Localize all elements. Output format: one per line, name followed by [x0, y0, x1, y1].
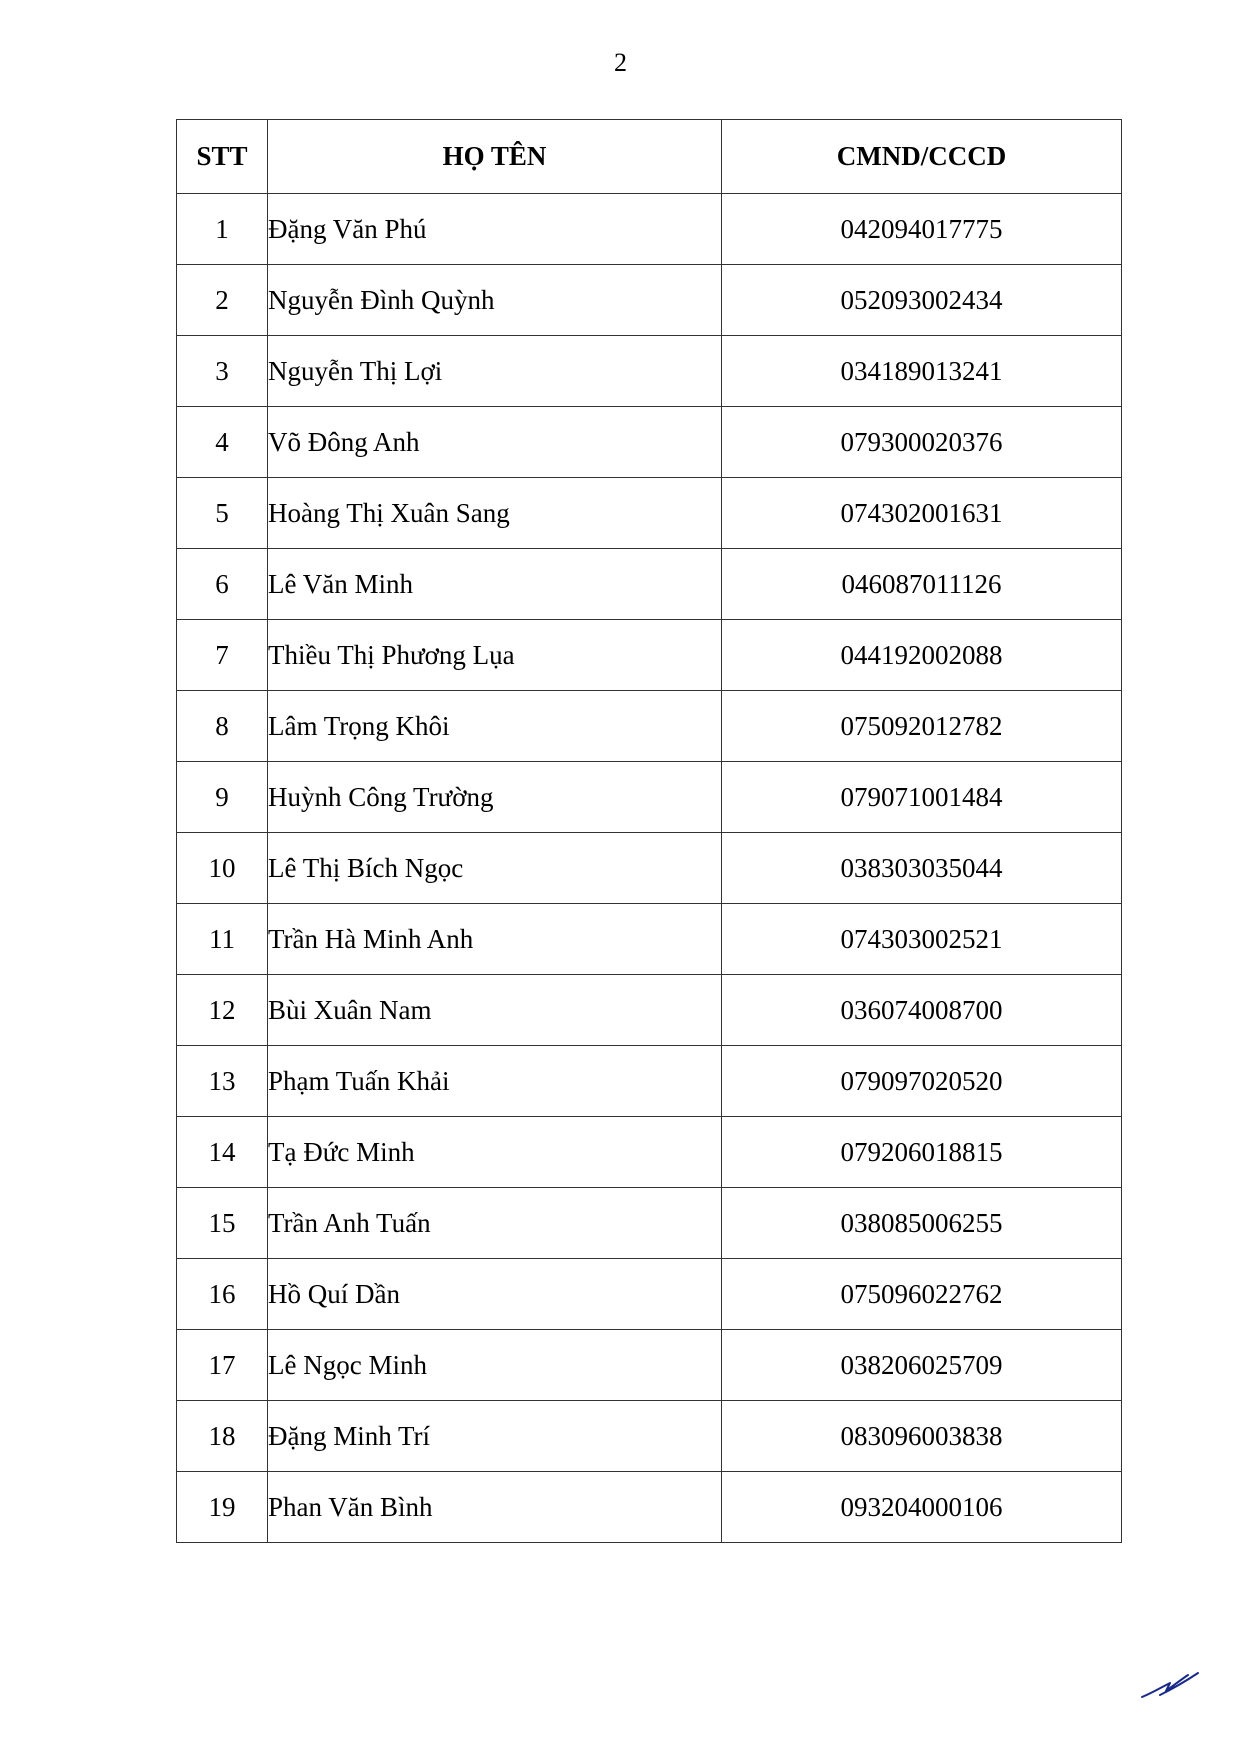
row-id: 075092012782: [722, 691, 1122, 762]
row-name: Đặng Văn Phú: [268, 194, 722, 265]
row-name: Phạm Tuấn Khải: [268, 1046, 722, 1117]
table-row: [177, 407, 1122, 478]
row-stt: 1: [177, 194, 268, 265]
row-name: Trần Anh Tuấn: [268, 1188, 722, 1259]
row-id: 079206018815: [722, 1117, 1122, 1188]
table-row: [177, 620, 1122, 691]
row-stt: 14: [177, 1117, 268, 1188]
table-row: [177, 1401, 1122, 1472]
table-row: [177, 691, 1122, 762]
row-name: Lê Thị Bích Ngọc: [268, 833, 722, 904]
table-row: [177, 1472, 1122, 1543]
row-id: 079097020520: [722, 1046, 1122, 1117]
row-name: Lê Văn Minh: [268, 549, 722, 620]
row-id: 079300020376: [722, 407, 1122, 478]
row-id: 074303002521: [722, 904, 1122, 975]
table-row: [177, 975, 1122, 1046]
table-row: [177, 1117, 1122, 1188]
table-row: [177, 1046, 1122, 1117]
row-name: Nguyễn Thị Lợi: [268, 336, 722, 407]
row-stt: 3: [177, 336, 268, 407]
row-id: 074302001631: [722, 478, 1122, 549]
row-id: 093204000106: [722, 1472, 1122, 1543]
row-id: 034189013241: [722, 336, 1122, 407]
row-stt: 16: [177, 1259, 268, 1330]
row-id: 046087011126: [722, 549, 1122, 620]
row-stt: 15: [177, 1188, 268, 1259]
table-row: [177, 762, 1122, 833]
signature-mark: [1140, 1665, 1200, 1705]
table-row: [177, 265, 1122, 336]
row-id: 044192002088: [722, 620, 1122, 691]
header-row: [177, 120, 1122, 194]
roster-body: [177, 194, 1122, 1543]
row-stt: 5: [177, 478, 268, 549]
row-name: Lâm Trọng Khôi: [268, 691, 722, 762]
row-stt: 19: [177, 1472, 268, 1543]
row-id: 038303035044: [722, 833, 1122, 904]
table-row: [177, 549, 1122, 620]
header-name: HỌ TÊN: [268, 120, 722, 194]
row-stt: 6: [177, 549, 268, 620]
row-name: Hồ Quí Dần: [268, 1259, 722, 1330]
table-row: [177, 336, 1122, 407]
row-stt: 10: [177, 833, 268, 904]
row-stt: 8: [177, 691, 268, 762]
row-stt: 18: [177, 1401, 268, 1472]
row-name: Nguyễn Đình Quỳnh: [268, 265, 722, 336]
row-name: Huỳnh Công Trường: [268, 762, 722, 833]
header-stt: STT: [177, 120, 268, 194]
row-name: Thiều Thị Phương Lụa: [268, 620, 722, 691]
row-name: Tạ Đức Minh: [268, 1117, 722, 1188]
row-name: Phan Văn Bình: [268, 1472, 722, 1543]
row-stt: 13: [177, 1046, 268, 1117]
row-name: Võ Đông Anh: [268, 407, 722, 478]
table-row: [177, 904, 1122, 975]
header-id: CMND/CCCD: [722, 120, 1122, 194]
roster-table: [176, 119, 1122, 1543]
row-stt: 9: [177, 762, 268, 833]
row-stt: 11: [177, 904, 268, 975]
row-stt: 2: [177, 265, 268, 336]
table-row: [177, 833, 1122, 904]
table-row: [177, 478, 1122, 549]
table-row: [177, 1259, 1122, 1330]
row-stt: 17: [177, 1330, 268, 1401]
row-name: Đặng Minh Trí: [268, 1401, 722, 1472]
signature-stroke: [1142, 1673, 1198, 1697]
row-id: 083096003838: [722, 1401, 1122, 1472]
page-number: 2: [614, 48, 627, 77]
table-row: [177, 1330, 1122, 1401]
row-stt: 12: [177, 975, 268, 1046]
table-row: [177, 194, 1122, 265]
row-id: 075096022762: [722, 1259, 1122, 1330]
row-id: 036074008700: [722, 975, 1122, 1046]
row-id: 042094017775: [722, 194, 1122, 265]
row-id: 038206025709: [722, 1330, 1122, 1401]
row-name: Hoàng Thị Xuân Sang: [268, 478, 722, 549]
row-stt: 4: [177, 407, 268, 478]
row-name: Lê Ngọc Minh: [268, 1330, 722, 1401]
row-id: 079071001484: [722, 762, 1122, 833]
row-name: Trần Hà Minh Anh: [268, 904, 722, 975]
row-stt: 7: [177, 620, 268, 691]
row-name: Bùi Xuân Nam: [268, 975, 722, 1046]
row-id: 038085006255: [722, 1188, 1122, 1259]
row-id: 052093002434: [722, 265, 1122, 336]
table-row: [177, 1188, 1122, 1259]
